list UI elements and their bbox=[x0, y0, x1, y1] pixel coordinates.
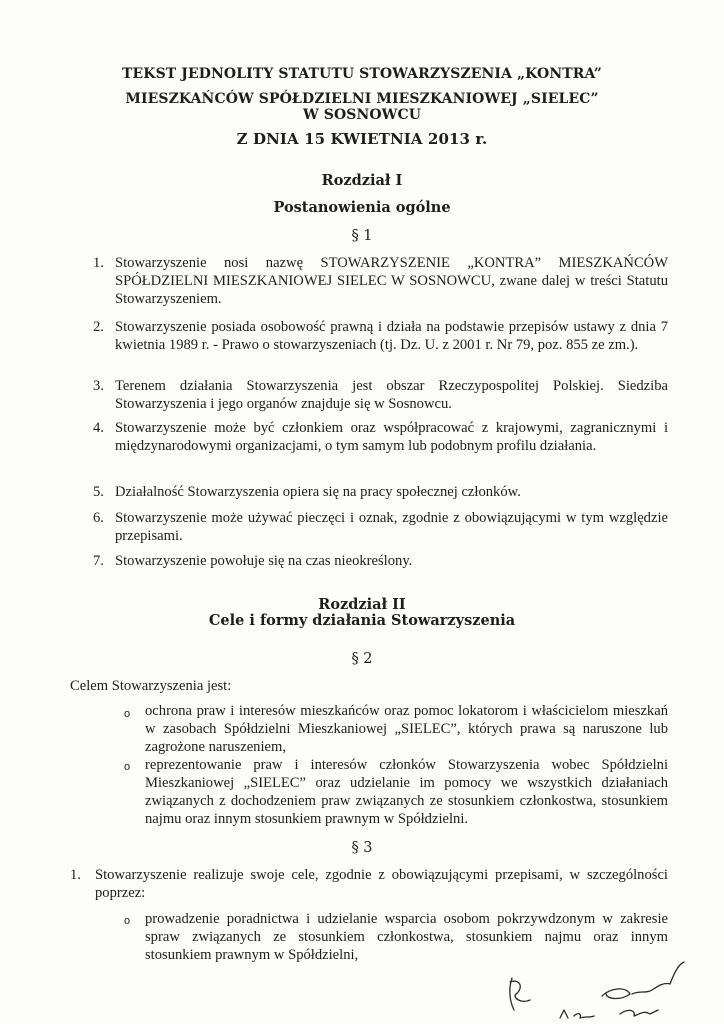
item-number: 4. bbox=[93, 420, 104, 436]
item-text: Terenem działania Stowarzyszenia jest obszar Rzeczypospolitej Polskiej. Siedziba Stowarzyszenia i jego organów znajduje się w Sosnowcu. bbox=[115, 378, 668, 412]
bullet-marker: o bbox=[124, 761, 131, 773]
item-number: 7. bbox=[93, 553, 104, 569]
section-3-label: § 3 bbox=[351, 840, 373, 856]
goal-text: reprezentowanie praw i interesów członków Stowarzyszenia wobec Spółdzielni Mieszkaniowej „SIELEC” oraz udzielanie im pomocy we wszystkich działaniach związanych z dochodzeniem praw związanych ze stosunkiem członkostwa, stosunkiem najmu oraz innym stosunkiem prawnym w Spółdzielni. bbox=[145, 757, 668, 827]
item-number: 2. bbox=[93, 319, 104, 335]
item-text: Stowarzyszenie posiada osobowość prawną i działa na podstawie przepisów ustawy z dnia 7 kwietnia 1989 r. - Prawo o stowarzyszeniach (tj. Dz. U. z 2001 r. Nr 79, poz. 855 ze zm.). bbox=[115, 319, 668, 353]
item-number: 5. bbox=[93, 484, 104, 500]
bullet-marker: o bbox=[124, 708, 131, 720]
chapter1-heading: Rozdział I bbox=[321, 172, 403, 189]
handwritten-signatures bbox=[490, 960, 720, 1024]
chapter1-subheading: Postanowienia ogólne bbox=[273, 199, 451, 216]
item-text: Stowarzyszenie może używać pieczęci i oznak, zgodnie z obowiązującymi w tym względzie przepisami. bbox=[115, 510, 668, 544]
goal-text: ochrona praw i interesów mieszkańców oraz pomoc lokatorom i właścicielom mieszkań w zasobach Spółdzielni Mieszkaniowej „SIELEC”, których prawa są naruszone lub zagrożone naruszeniem, bbox=[145, 703, 668, 755]
item-text: Stowarzyszenie może być członkiem oraz współpracować z krajowymi, zagranicznymi i międzynarodowymi organizacjami, o tym samym lub podobnym profilu działania. bbox=[115, 420, 668, 454]
item-text: Stowarzyszenie nosi nazwę STOWARZYSZENIE „KONTRA” MIESZKAŃCÓW SPÓŁDZIELNI MIESZKANIOWEJ SIELEC W SOSNOWCU, zwane dalej w treści Statutu Stowarzyszeniem. bbox=[115, 255, 668, 307]
item-number: 6. bbox=[93, 510, 104, 526]
method-text: prowadzenie poradnictwa i udzielanie wsparcia osobom pokrzywdzonym w zakresie spraw związanych ze stosunkiem członkostwa, stosunkiem najmu oraz innym stosunkiem prawnym w Spółdzielni, bbox=[145, 911, 668, 963]
section-2-label: § 2 bbox=[351, 651, 373, 667]
item-number: 3. bbox=[93, 378, 104, 394]
item-text: Stowarzyszenie realizuje swoje cele, zgodnie z obowiązującymi przepisami, w szczególności poprzez: bbox=[95, 867, 668, 901]
bullet-marker: o bbox=[124, 915, 131, 927]
title-date: Z DNIA 15 KWIETNIA 2013 r. bbox=[236, 130, 488, 148]
item-text: Działalność Stowarzyszenia opiera się na pracy społecznej członków. bbox=[115, 484, 521, 500]
section-1-label: § 1 bbox=[351, 228, 373, 244]
title-line-2: MIESZKAŃCÓW SPÓŁDZIELNI MIESZKANIOWEJ „SIELEC” bbox=[125, 91, 599, 107]
item-number: 1. bbox=[70, 867, 81, 883]
title-line-1: TEKST JEDNOLITY STATUTU STOWARZYSZENIA „KONTRA” bbox=[122, 66, 602, 82]
chapter2-heading: Rozdział II bbox=[318, 596, 406, 613]
item-number: 1. bbox=[93, 255, 104, 271]
item-text: Stowarzyszenie powołuje się na czas nieokreślony. bbox=[115, 553, 413, 569]
title-line-3: W SOSNOWCU bbox=[302, 107, 422, 123]
goals-intro: Celem Stowarzyszenia jest: bbox=[70, 678, 232, 694]
chapter2-subheading: Cele i formy działania Stowarzyszenia bbox=[208, 612, 516, 629]
